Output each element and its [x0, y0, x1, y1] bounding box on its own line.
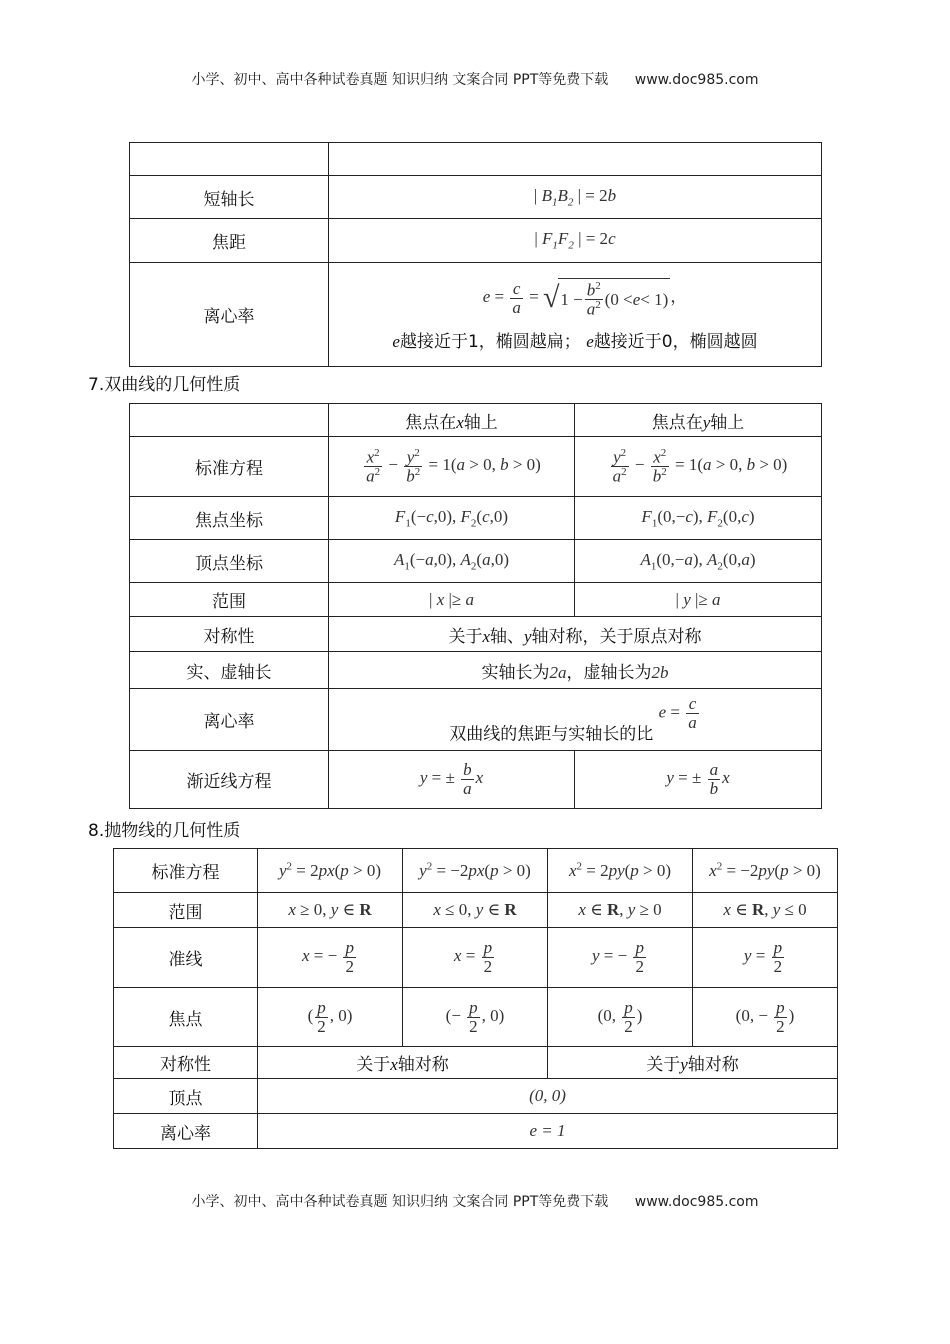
table-row [130, 263, 822, 367]
eccentricity-formula: e = $\frac{c}{a}$ = √ 1 − $\frac{b^2}{a^2}$ (0 < e < 1) ， [482, 278, 688, 319]
hyperbola-axis-lengths: 实轴长为2a，虚轴长为2b [329, 652, 822, 689]
empty-cell [329, 143, 822, 176]
table-row [114, 1114, 838, 1149]
row-label-symmetry: 对称性 [130, 617, 329, 652]
minor-axis-formula: | $B_1B_2$ | = 2b [329, 176, 822, 219]
footer-url[interactable]: www.doc985.com [634, 1194, 759, 1210]
table-row [130, 652, 822, 689]
page-header [0, 69, 950, 89]
row-label-eccentricity: 离心率 [130, 263, 329, 367]
parabola-eq-3: $x^2 = 2py(p > 0)$ [548, 849, 693, 893]
table-row [130, 404, 822, 437]
hyperbola-range-x: | x |≥ a [329, 583, 575, 617]
empty-cell [130, 404, 329, 437]
row-label-focus: 焦点 [114, 988, 258, 1047]
parabola-eccentricity: e = 1 [258, 1114, 838, 1149]
empty-cell [130, 143, 329, 176]
footer-text: 小学、初中、高中各种试卷真题 知识归纳 文案合同 PPT等免费下载 [191, 1194, 609, 1210]
row-label-asymptote: 渐近线方程 [130, 751, 329, 809]
table-row [114, 849, 838, 893]
parabola-eq-2: $y^2 = -2px(p > 0)$ [403, 849, 548, 893]
parabola-focus-1: ( $\frac{p}{2}$ , 0) [258, 988, 403, 1047]
parabola-directrix-1: x = − $\frac{p}{2}$ [258, 928, 403, 988]
hyperbola-vertex-y: $A_1(0,-a)$, $A_2(0,a)$ [575, 540, 822, 583]
parabola-focus-2: (− $\frac{p}{2}$ , 0) [403, 988, 548, 1047]
hyperbola-table [129, 403, 822, 809]
hyperbola-section-title: 7.双曲线的几何性质 [88, 375, 241, 395]
table-row [130, 497, 822, 540]
table-row [114, 1047, 838, 1079]
parabola-table [113, 848, 838, 1149]
header-text: 小学、初中、高中各种试卷真题 知识归纳 文案合同 PPT等免费下载 [191, 72, 609, 88]
eccentricity-cell [329, 263, 822, 367]
parabola-focus-4: (0, − $\frac{p}{2}$ ) [693, 988, 838, 1047]
col-header-focus-x: 焦点在x轴上 [329, 404, 575, 437]
row-label-range: 范围 [130, 583, 329, 617]
parabola-directrix-2: x = $\frac{p}{2}$ [403, 928, 548, 988]
col-header-focus-y: 焦点在y轴上 [575, 404, 822, 437]
table-row [130, 437, 822, 497]
table-row [130, 617, 822, 652]
row-label-focal-distance: 焦距 [130, 219, 329, 263]
parabola-directrix-4: y = $\frac{p}{2}$ [693, 928, 838, 988]
parabola-symmetry-y: 关于y轴对称 [548, 1047, 838, 1079]
eccentricity-note: e越接近于1，椭圆越扁； e越接近于0，椭圆越圆 [392, 331, 758, 352]
parabola-directrix-3: y = − $\frac{p}{2}$ [548, 928, 693, 988]
table-row [114, 893, 838, 928]
table-row [114, 1079, 838, 1114]
parabola-eq-1: $y^2 = 2px(p > 0)$ [258, 849, 403, 893]
row-label-focus-coords: 焦点坐标 [130, 497, 329, 540]
hyperbola-eq-y: $\frac{y^2}{a^2}$ − $\frac{x^2}{b^2}$ = 1(a > 0, b > 0) [575, 437, 822, 497]
hyperbola-focus-x: $F_1(-c,0)$, $F_2(c,0)$ [329, 497, 575, 540]
row-label-standard-equation: 标准方程 [114, 849, 258, 893]
table-row [130, 751, 822, 809]
row-label-directrix: 准线 [114, 928, 258, 988]
row-label-range: 范围 [114, 893, 258, 928]
table-row [130, 176, 822, 219]
ellipse-table [129, 142, 822, 367]
row-label-axis-lengths: 实、虚轴长 [130, 652, 329, 689]
hyperbola-focus-y: $F_1(0,-c)$, $F_2(0,c)$ [575, 497, 822, 540]
table-row [130, 143, 822, 176]
row-label-vertex-coords: 顶点坐标 [130, 540, 329, 583]
row-label-symmetry: 对称性 [114, 1047, 258, 1079]
table-row [130, 689, 822, 751]
hyperbola-symmetry: 关于x轴、y轴对称，关于原点对称 [329, 617, 822, 652]
parabola-range-1: x ≥ 0, y ∈ R [258, 893, 403, 928]
page-footer [0, 1191, 950, 1211]
table-row [114, 928, 838, 988]
parabola-eq-4: $x^2 = -2py(p > 0)$ [693, 849, 838, 893]
row-label-standard-equation: 标准方程 [130, 437, 329, 497]
table-row [130, 219, 822, 263]
row-label-eccentricity: 离心率 [114, 1114, 258, 1149]
header-url[interactable]: www.doc985.com [634, 72, 759, 88]
table-row [114, 988, 838, 1047]
parabola-range-4: x ∈ R, y ≤ 0 [693, 893, 838, 928]
row-label-minor-axis: 短轴长 [130, 176, 329, 219]
parabola-vertex: (0, 0) [258, 1079, 838, 1114]
parabola-range-2: x ≤ 0, y ∈ R [403, 893, 548, 928]
hyperbola-asymptote-x: y = ± $\frac{b}{a}$ x [329, 751, 575, 809]
parabola-section-title: 8.抛物线的几何性质 [88, 821, 241, 841]
hyperbola-vertex-x: $A_1(-a,0)$, $A_2(a,0)$ [329, 540, 575, 583]
hyperbola-eq-x: $\frac{x^2}{a^2}$ − $\frac{y^2}{b^2}$ = 1(a > 0, b > 0) [329, 437, 575, 497]
row-label-eccentricity: 离心率 [130, 689, 329, 751]
parabola-range-3: x ∈ R, y ≥ 0 [548, 893, 693, 928]
focal-distance-formula: | $F_1F_2$ | = 2c [329, 219, 822, 263]
table-row [130, 540, 822, 583]
row-label-vertex: 顶点 [114, 1079, 258, 1114]
hyperbola-range-y: | y |≥ a [575, 583, 822, 617]
parabola-symmetry-x: 关于x轴对称 [258, 1047, 548, 1079]
hyperbola-asymptote-y: y = ± $\frac{a}{b}$ x [575, 751, 822, 809]
parabola-focus-3: (0, $\frac{p}{2}$ ) [548, 988, 693, 1047]
table-row [130, 583, 822, 617]
hyperbola-eccentricity: 双曲线的焦距与实轴长的比 e = $\frac{c}{a}$ [329, 689, 822, 751]
